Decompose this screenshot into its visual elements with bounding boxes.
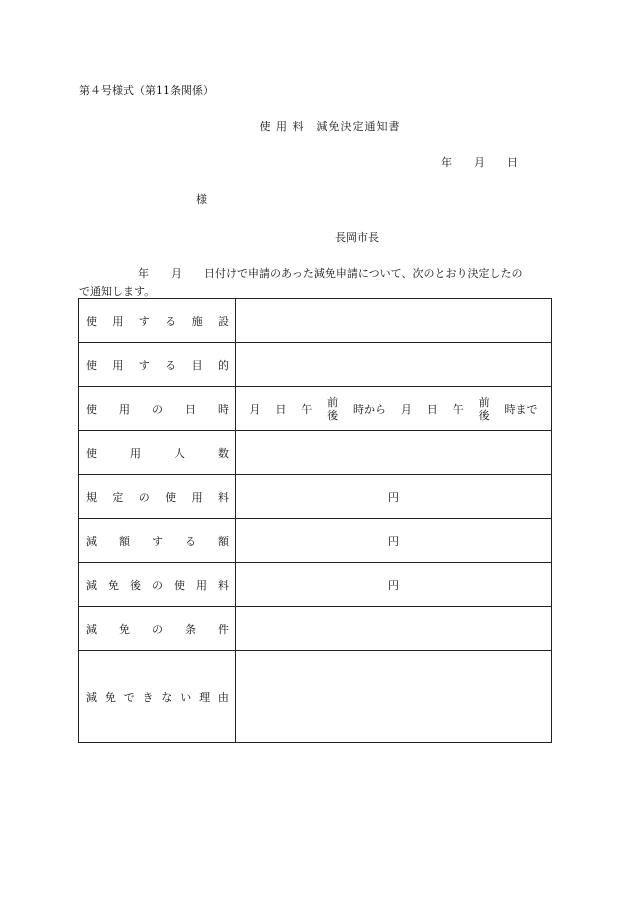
row-label	[79, 519, 236, 563]
row-value[interactable]	[236, 563, 552, 607]
start-ampm-choice	[327, 396, 338, 422]
label-char: 定	[112, 490, 124, 504]
end-ampm-choice	[479, 396, 490, 422]
label-char: の	[138, 490, 150, 504]
body-line1-rest: 日付けで申請のあった減免申請について、次のとおり決定したの	[204, 267, 523, 280]
label-char: 用	[112, 314, 124, 328]
table-row	[79, 387, 552, 431]
label-char: 規	[86, 490, 97, 504]
datetime-fields	[236, 396, 551, 422]
label-char: 減	[86, 534, 97, 548]
label-char: 料	[218, 578, 229, 592]
ampm-after: 後	[478, 408, 490, 422]
date-day: 日	[507, 156, 518, 169]
row-label-text	[86, 313, 229, 329]
issue-date	[441, 154, 540, 170]
label-char: の	[152, 578, 163, 592]
row-value[interactable]	[236, 387, 552, 431]
label-char: 額	[218, 534, 229, 548]
row-label	[79, 387, 236, 431]
label-char: 条	[185, 622, 196, 636]
label-char: 使	[86, 402, 97, 416]
row-value[interactable]	[236, 519, 552, 563]
value-text: 円	[388, 578, 399, 592]
table-row	[79, 343, 552, 387]
row-label-text	[86, 533, 229, 549]
body-year: 年	[138, 267, 149, 280]
end-hour-suffix: 時まで	[504, 402, 538, 416]
row-value[interactable]	[236, 475, 552, 519]
start-hour-suffix: 時から	[353, 402, 386, 416]
row-label-text	[86, 401, 229, 417]
label-char: 用	[191, 490, 203, 504]
start-month: 月	[249, 402, 261, 416]
date-year: 年	[441, 156, 452, 169]
row-value[interactable]	[236, 299, 552, 343]
label-char: 免	[119, 622, 130, 636]
label-char: 理	[199, 690, 211, 704]
label-char: 的	[217, 358, 229, 372]
body-text-line-1	[138, 265, 522, 281]
label-char: 施	[191, 314, 203, 328]
label-char: 使	[86, 446, 97, 460]
row-label	[79, 563, 236, 607]
addressee-suffix: 様	[196, 193, 207, 206]
label-char: き	[142, 690, 154, 704]
row-label-text	[86, 357, 229, 373]
form-table	[78, 298, 552, 743]
table-row	[79, 519, 552, 563]
label-char: 後	[130, 578, 141, 592]
ampm-before: 前	[478, 395, 490, 409]
label-char: 設	[217, 314, 229, 328]
start-day: 日	[275, 402, 287, 416]
row-label-text	[86, 621, 229, 637]
row-value[interactable]	[236, 651, 552, 743]
label-char: 由	[217, 690, 229, 704]
label-char: る	[185, 534, 196, 548]
label-char: 免	[108, 578, 119, 592]
end-day: 日	[426, 402, 438, 416]
label-char: な	[161, 690, 173, 704]
row-value[interactable]	[236, 607, 552, 651]
label-char: 用	[196, 578, 207, 592]
label-char: 人	[174, 446, 185, 460]
label-char: 用	[130, 446, 141, 460]
label-char: る	[165, 358, 177, 372]
label-char: 数	[218, 446, 229, 460]
row-label	[79, 431, 236, 475]
label-char: 減	[86, 690, 97, 704]
label-char: 額	[119, 534, 130, 548]
label-char: の	[152, 622, 163, 636]
table-row	[79, 299, 552, 343]
value-text: 円	[388, 534, 399, 548]
end-month: 月	[400, 402, 412, 416]
value-text: 円	[388, 490, 399, 504]
label-char: で	[123, 690, 135, 704]
label-char: 使	[86, 314, 97, 328]
label-char: る	[165, 314, 177, 328]
body-text-line-2: で通知します。	[79, 285, 156, 298]
ampm-before: 前	[327, 395, 339, 409]
label-char: 用	[119, 402, 130, 416]
table-row	[79, 563, 552, 607]
ampm-after: 後	[327, 408, 339, 422]
label-char: 件	[218, 622, 229, 636]
table-row	[79, 651, 552, 743]
row-label	[79, 475, 236, 519]
form-number: 第４号様式（第11条関係）	[79, 84, 214, 97]
label-char: 減	[86, 622, 97, 636]
row-label	[79, 299, 236, 343]
end-ampm-noon: 午	[452, 402, 464, 416]
label-char: す	[138, 358, 150, 372]
label-char: す	[152, 534, 163, 548]
table-row	[79, 431, 552, 475]
row-label	[79, 343, 236, 387]
row-value[interactable]	[236, 431, 552, 475]
label-char: 使	[86, 358, 97, 372]
row-label	[79, 651, 236, 743]
row-label-text	[86, 689, 229, 705]
document-title: 使 用 料 減免決定通知書	[259, 120, 401, 133]
row-label-text	[86, 445, 229, 461]
label-char: 料	[217, 490, 229, 504]
label-char: 減	[86, 578, 97, 592]
row-value[interactable]	[236, 343, 552, 387]
label-char: 目	[191, 358, 203, 372]
table-row	[79, 475, 552, 519]
row-label-text	[86, 489, 229, 505]
label-char: 使	[165, 490, 177, 504]
label-char: 免	[104, 690, 116, 704]
issuer-name: 長岡市長	[335, 231, 379, 244]
label-char: 日	[185, 402, 196, 416]
label-char: 用	[112, 358, 124, 372]
label-char: 時	[218, 402, 229, 416]
row-label-text	[86, 577, 229, 593]
body-month: 月	[171, 267, 182, 280]
table-row	[79, 607, 552, 651]
label-char: の	[152, 402, 163, 416]
row-label	[79, 607, 236, 651]
start-ampm-noon: 午	[301, 402, 313, 416]
date-month: 月	[474, 156, 485, 169]
label-char: す	[138, 314, 150, 328]
label-char: 使	[174, 578, 185, 592]
label-char: い	[180, 690, 192, 704]
